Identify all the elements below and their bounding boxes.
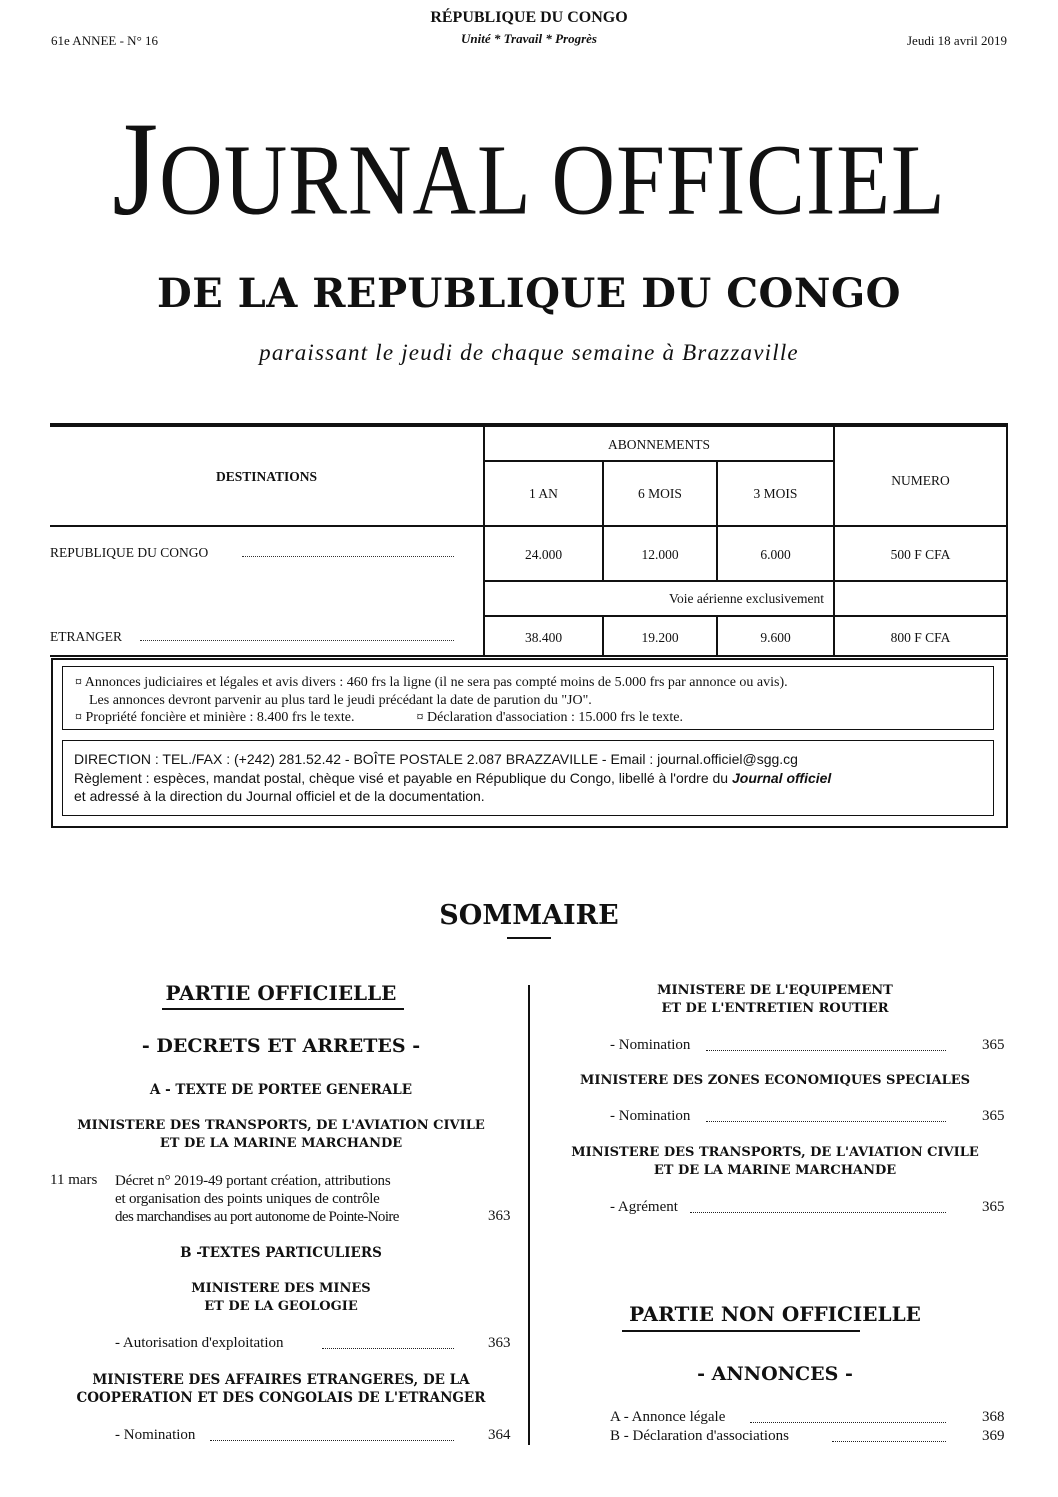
destinations-header: DESTINATIONS	[215, 469, 318, 484]
toc-entry-label[interactable]: B - Déclaration d'associations	[610, 1428, 789, 1444]
leader-dots	[706, 1050, 946, 1051]
leader-dots	[140, 640, 454, 641]
ministry-heading	[50, 1117, 512, 1153]
ministry-heading	[545, 1072, 1005, 1090]
journal-title-initial: J	[112, 94, 160, 244]
price-cell: 38.400	[524, 630, 563, 645]
numero-header: NUMERO	[891, 473, 950, 488]
toc-entry-label[interactable]: - Autorisation d'exploitation	[115, 1335, 284, 1351]
decree-line: Décret n° 2019-49 portant création, attributions	[115, 1173, 391, 1189]
toc-entry-label[interactable]: - Nomination	[610, 1037, 691, 1053]
contact-line: DIRECTION : TEL./FAX : (+242) 281.52.42 - BOÎTE POSTALE 2.087 BRAZZAVILLE - Email : journal.officiel@sgg.cg	[74, 751, 798, 767]
sommaire-title: SOMMAIRE	[439, 900, 619, 931]
leader-dots	[242, 556, 454, 557]
toc-entry-label[interactable]: A - Annonce légale	[610, 1409, 726, 1425]
ministry-heading	[50, 1371, 512, 1407]
ministry-heading-line: MINISTERE DES AFFAIRES ETRANGERES, DE LA	[92, 1372, 470, 1388]
price-cell: 12.000	[641, 547, 679, 562]
ministry-heading-line: MINISTERE DE L'EQUIPEMENT	[657, 983, 893, 998]
leader-dots	[706, 1121, 946, 1122]
table-bottom-rule	[50, 655, 1008, 657]
period-header-6mois: 6 MOIS	[638, 486, 682, 501]
page-number: 365	[982, 1108, 1005, 1124]
ministry-heading-line: COOPERATION ET DES CONGOLAIS DE L'ETRANGER	[76, 1390, 486, 1406]
decrets-arretes-heading: - DECRETS ET ARRETES -	[141, 1035, 421, 1057]
notice-line: ¤ Annonces judiciaires et légales et avis divers : 460 frs la ligne (il ne sera pas compté moins de 5.000 frs par annonce ou avis).	[75, 675, 788, 690]
page-number: 365	[982, 1037, 1005, 1053]
table-header-rule	[50, 525, 1008, 527]
price-cell: 19.200	[641, 630, 679, 645]
journal-subtitle: DE LA REPUBLIQUE DU CONGO	[157, 270, 901, 317]
price-cell: 9.600	[760, 630, 791, 645]
section-a-heading: A - TEXTE DE PORTEE GENERALE	[149, 1082, 413, 1098]
numero-cell: 500 F CFA	[890, 547, 951, 562]
price-cell: 24.000	[524, 547, 563, 562]
contact-box	[62, 740, 994, 816]
leader-dots	[690, 1212, 946, 1213]
sommaire-underline	[507, 937, 551, 939]
annonces-heading: - ANNONCES -	[697, 1363, 853, 1385]
partie-non-officielle-heading: PARTIE NON OFFICIELLE	[629, 1302, 921, 1326]
page-number: 363	[488, 1208, 511, 1224]
table-row-destination: REPUBLIQUE DU CONGO	[50, 545, 209, 560]
column-divider	[528, 985, 530, 1445]
national-motto: Unité * Travail * Progrès	[460, 31, 597, 46]
ministry-heading-line: MINISTERE DES TRANSPORTS, DE L'AVIATION CIVILE	[571, 1145, 979, 1160]
leader-dots	[322, 1348, 454, 1349]
toc-entry-label[interactable]: - Nomination	[115, 1427, 196, 1443]
page-number: 368	[982, 1409, 1005, 1425]
contact-line: et adressé à la direction du Journal officiel et de la documentation.	[74, 788, 485, 804]
toc-entry-label[interactable]: - Nomination	[610, 1108, 691, 1124]
payment-text: Règlement : espèces, mandat postal, chèque visé et payable en République du Congo, libellé à l'ordre du	[74, 769, 732, 786]
table-vline	[833, 427, 835, 655]
page-number: 363	[488, 1335, 511, 1351]
partie-officielle-heading: PARTIE OFFICIELLE	[165, 981, 397, 1005]
table-vline	[716, 461, 718, 581]
table-vline	[602, 461, 604, 581]
price-cell: 6.000	[760, 547, 791, 562]
republic-name: RÉPUBLIQUE DU CONGO	[430, 9, 628, 26]
issue-number: 61e ANNEE - N° 16	[51, 33, 159, 48]
decree-date: 11 mars	[50, 1172, 98, 1188]
notice-line	[75, 709, 993, 727]
table-top-rule	[50, 423, 1008, 427]
decree-entry[interactable]	[115, 1172, 475, 1226]
table-hline	[485, 460, 833, 462]
ministry-heading-line: MINISTERE DES TRANSPORTS, DE L'AVIATION CIVILE	[77, 1118, 485, 1133]
ministry-heading-line: ET DE LA MARINE MARCHANDE	[159, 1136, 403, 1151]
ministry-heading-line: ET DE LA GEOLOGIE	[204, 1299, 358, 1314]
ministry-heading-line: MINISTERE DES MINES	[191, 1281, 371, 1296]
abonnements-header: ABONNEMENTS	[607, 437, 710, 452]
contact-line	[74, 769, 993, 788]
notice-property: ¤ Propriété foncière et minière : 8.400 frs le texte.	[75, 710, 355, 725]
journal-title	[0, 94, 1058, 244]
toc-entry-label[interactable]: - Agrément	[610, 1199, 678, 1215]
table-row-destination: ETRANGER	[50, 629, 122, 644]
journal-tagline: paraissant le jeudi de chaque semaine à Brazzaville	[259, 340, 799, 365]
ministry-heading	[545, 982, 1005, 1018]
table-hline	[485, 615, 1008, 617]
leader-dots	[750, 1422, 946, 1423]
notice-line: Les annonces devront parvenir au plus tard le jeudi précédant la date de parution du "JO".	[89, 692, 592, 708]
heading-underline	[622, 1330, 860, 1332]
period-header-3mois: 3 MOIS	[753, 486, 798, 501]
table-hline	[485, 580, 1008, 582]
leader-dots	[832, 1441, 946, 1442]
ministry-heading-line: ET DE L'ENTRETIEN ROUTIER	[661, 1001, 889, 1016]
leader-dots	[210, 1440, 454, 1441]
pricing-notice-box	[62, 666, 994, 730]
notice-association: ¤ Déclaration d'association : 15.000 frs le texte.	[416, 710, 684, 725]
issue-date: Jeudi 18 avril 2019	[906, 33, 1007, 48]
period-header-1an: 1 AN	[529, 486, 558, 501]
journal-title-rest: OURNAL OFFICIEL	[159, 125, 946, 237]
page-number: 364	[488, 1427, 511, 1443]
section-b-heading: B -TEXTES PARTICULIERS	[180, 1245, 382, 1261]
numero-cell: 800 F CFA	[890, 630, 951, 645]
page-number: 365	[982, 1199, 1005, 1215]
ministry-heading-line: ET DE LA MARINE MARCHANDE	[653, 1163, 897, 1178]
table-vline	[1006, 427, 1008, 655]
ministry-heading	[545, 1144, 1005, 1180]
ministry-heading	[50, 1280, 512, 1316]
decree-line: des marchandises au port autonome de Pointe-Noire	[115, 1209, 399, 1225]
heading-underline	[162, 1008, 404, 1010]
page-number: 369	[982, 1428, 1005, 1444]
decree-line: et organisation des points uniques de contrôle	[115, 1191, 380, 1207]
air-mail-note: Voie aérienne exclusivement	[669, 591, 824, 606]
payment-payee: Journal officiel	[732, 769, 832, 786]
ministry-heading-line: MINISTERE DES ZONES ECONOMIQUES SPECIALES	[579, 1073, 971, 1088]
